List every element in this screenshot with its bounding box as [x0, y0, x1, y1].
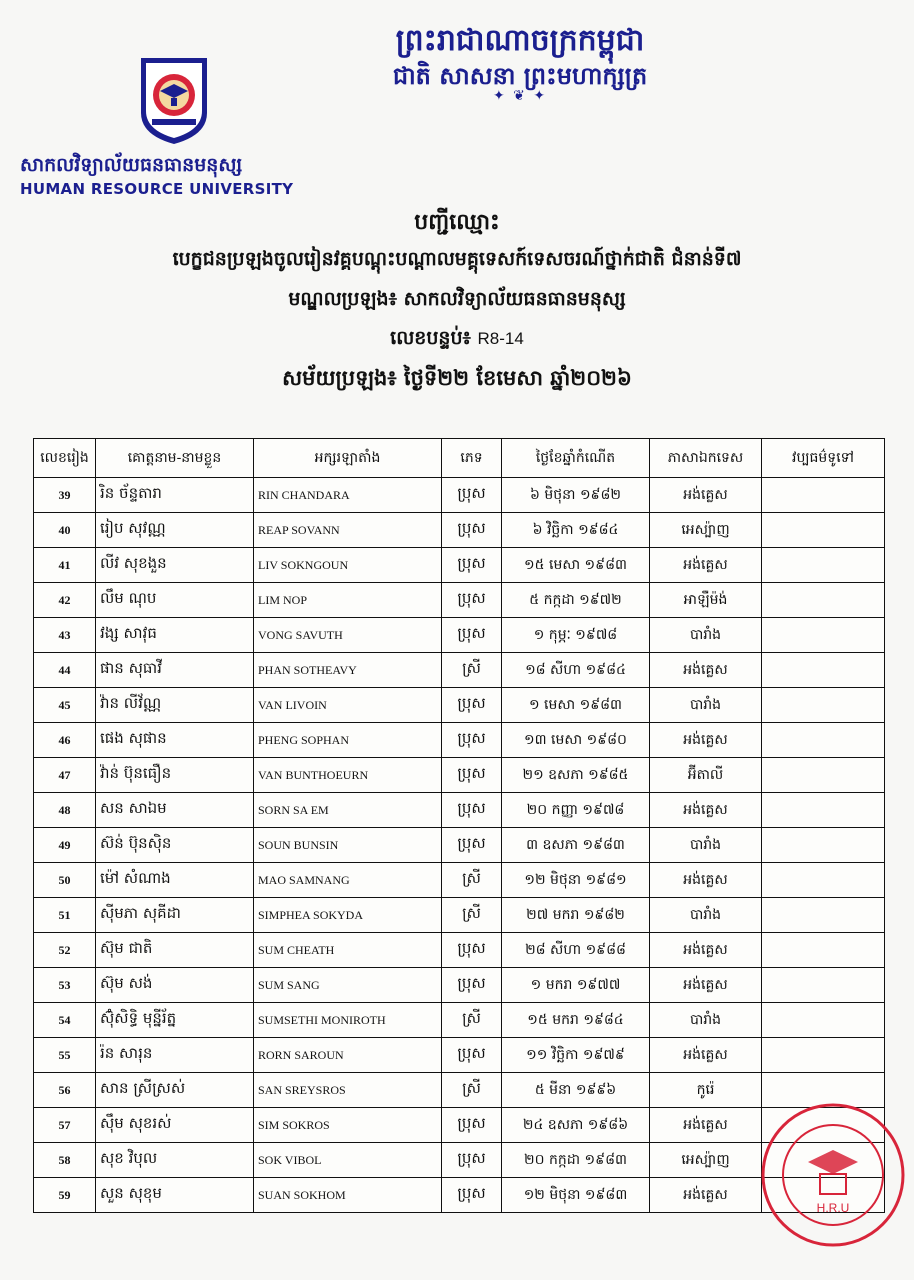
- header-latin-name: អក្សរឡាតាំង: [254, 439, 442, 478]
- table-row: [34, 1073, 885, 1108]
- cell-latin-name: SIM SOKROS: [254, 1108, 442, 1143]
- cell-khmer-name: ស៊ុម ជាតិ: [96, 933, 254, 968]
- cell-latin-name: VAN LIVOIN: [254, 688, 442, 723]
- document-titles: [0, 205, 914, 398]
- cell-dob: ៦ វិច្ឆិកា ១៩៨៤: [502, 513, 650, 548]
- cell-no: 45: [34, 688, 96, 723]
- candidate-table: [33, 438, 885, 1213]
- cell-latin-name: RORN SAROUN: [254, 1038, 442, 1073]
- cell-language: អង់គ្លេស: [650, 478, 762, 513]
- cell-dob: ១៣ មេសា ១៩៨០: [502, 723, 650, 758]
- cell-note: [762, 723, 885, 758]
- cell-sex: ប្រុស: [442, 1108, 502, 1143]
- cell-dob: ៥ មីនា ១៩៩៦: [502, 1073, 650, 1108]
- table-row: [34, 1038, 885, 1073]
- cell-khmer-name: សន សាឯម: [96, 793, 254, 828]
- cell-note: [762, 688, 885, 723]
- cell-sex: ប្រុស: [442, 1178, 502, 1213]
- cell-no: 48: [34, 793, 96, 828]
- table-row: [34, 653, 885, 688]
- cell-language: អ៊ីតាលី: [650, 758, 762, 793]
- cell-dob: ២៧ មករា ១៩៨២: [502, 898, 650, 933]
- cell-khmer-name: សុខ វិបុល: [96, 1143, 254, 1178]
- cell-dob: ១ មេសា ១៩៨៣: [502, 688, 650, 723]
- cell-sex: ប្រុស: [442, 1143, 502, 1178]
- cell-note: [762, 478, 885, 513]
- cell-dob: ៦ មិថុនា ១៩៨២: [502, 478, 650, 513]
- cell-no: 42: [34, 583, 96, 618]
- cell-language: បារាំង: [650, 828, 762, 863]
- kingdom-title: ព្រះរាជាណាចក្រកម្ពុជា: [395, 23, 645, 58]
- cell-khmer-name: វ៉ាន់ ប៊ុនធឿន: [96, 758, 254, 793]
- cell-language: អង់គ្លេស: [650, 1038, 762, 1073]
- cell-latin-name: PHAN SOTHEAVY: [254, 653, 442, 688]
- cell-note: [762, 828, 885, 863]
- cell-language: អង់គ្លេស: [650, 933, 762, 968]
- list-subtitle: បេក្ខជនប្រឡងចូលរៀនវគ្គបណ្តុះបណ្តាលមគ្គុទេសក៍ទេសចរណ៍ថ្នាក់ជាតិ ជំនាន់ទី៧: [172, 248, 742, 270]
- cell-sex: ប្រុស: [442, 968, 502, 1003]
- cell-note: [762, 548, 885, 583]
- cell-latin-name: SAN SREYSROS: [254, 1073, 442, 1108]
- university-logo-icon: [138, 55, 210, 147]
- table-row: [34, 968, 885, 1003]
- cell-language: អង់គ្លេស: [650, 863, 762, 898]
- exam-date: សម័យប្រឡង៖ ថ្ងៃទី២២ ខែមេសា ឆ្នាំ២០២៦: [282, 365, 632, 390]
- cell-language: បារាំង: [650, 618, 762, 653]
- cell-note: [762, 863, 885, 898]
- table-row: [34, 933, 885, 968]
- cell-khmer-name: លឹម ណុប: [96, 583, 254, 618]
- header-language: ភាសាឯកទេស: [650, 439, 762, 478]
- cell-dob: ២១ ឧសភា ១៩៨៥: [502, 758, 650, 793]
- cell-sex: ប្រុស: [442, 548, 502, 583]
- cell-language: អង់គ្លេស: [650, 968, 762, 1003]
- table-row: [34, 583, 885, 618]
- cell-no: 43: [34, 618, 96, 653]
- cell-no: 58: [34, 1143, 96, 1178]
- university-name-khmer: សាកលវិទ្យាល័យធនធានមនុស្ស: [20, 154, 243, 176]
- cell-latin-name: MAO SAMNANG: [254, 863, 442, 898]
- cell-note: [762, 1003, 885, 1038]
- seal-text: H.R.U: [816, 1201, 850, 1215]
- cell-sex: ស្រី: [442, 1073, 502, 1108]
- cell-note: [762, 583, 885, 618]
- cell-no: 47: [34, 758, 96, 793]
- cell-latin-name: PHENG SOPHAN: [254, 723, 442, 758]
- cell-sex: ប្រុស: [442, 828, 502, 863]
- cell-sex: ស្រី: [442, 898, 502, 933]
- cell-khmer-name: ស៊ុំសិទ្ធិ មុន្នីរ័ត្ន: [96, 1003, 254, 1038]
- cell-dob: ៥ កក្កដា ១៩៧២: [502, 583, 650, 618]
- cell-dob: ១៥ មេសា ១៩៨៣: [502, 548, 650, 583]
- cell-note: [762, 968, 885, 1003]
- cell-sex: ស្រី: [442, 653, 502, 688]
- room-line: [0, 319, 914, 358]
- cell-latin-name: SORN SA EM: [254, 793, 442, 828]
- cell-khmer-name: វ៉ាន លីវ័ណ្ណ: [96, 688, 254, 723]
- table-row: [34, 688, 885, 723]
- cell-language: បារាំង: [650, 1003, 762, 1038]
- table-row: [34, 1143, 885, 1178]
- cell-no: 40: [34, 513, 96, 548]
- cell-no: 44: [34, 653, 96, 688]
- table-row: [34, 618, 885, 653]
- cell-latin-name: SOK VIBOL: [254, 1143, 442, 1178]
- cell-khmer-name: រ៉ន សារុន: [96, 1038, 254, 1073]
- cell-no: 57: [34, 1108, 96, 1143]
- cell-sex: ប្រុស: [442, 688, 502, 723]
- cell-note: [762, 653, 885, 688]
- table-row: [34, 828, 885, 863]
- header-note: វប្បធម៌ទូទៅ: [762, 439, 885, 478]
- cell-latin-name: VAN BUNTHOEURN: [254, 758, 442, 793]
- cell-note: [762, 758, 885, 793]
- cell-dob: ៣ ឧសភា ១៩៨៣: [502, 828, 650, 863]
- table-row: [34, 478, 885, 513]
- cell-no: 52: [34, 933, 96, 968]
- cell-language: កូរ៉េ: [650, 1073, 762, 1108]
- cell-latin-name: VONG SAVUTH: [254, 618, 442, 653]
- cell-no: 54: [34, 1003, 96, 1038]
- cell-khmer-name: សួន សុខុម: [96, 1178, 254, 1213]
- table-row: [34, 758, 885, 793]
- cell-sex: ប្រុស: [442, 583, 502, 618]
- cell-khmer-name: រិន ច័ន្ទតារា: [96, 478, 254, 513]
- header-sex: ភេទ: [442, 439, 502, 478]
- cell-note: [762, 513, 885, 548]
- header-dob: ថ្ងៃខែឆ្នាំកំណើត: [502, 439, 650, 478]
- cell-language: អង់គ្លេស: [650, 723, 762, 758]
- cell-dob: ២០ កក្កដា ១៩៨៣: [502, 1143, 650, 1178]
- cell-sex: ប្រុស: [442, 758, 502, 793]
- cell-dob: ១៥ មករា ១៩៨៤: [502, 1003, 650, 1038]
- table-row: [34, 898, 885, 933]
- cell-no: 41: [34, 548, 96, 583]
- cell-sex: ប្រុស: [442, 513, 502, 548]
- cell-khmer-name: ផាន សុធាវី: [96, 653, 254, 688]
- cell-khmer-name: រៀប សុវណ្ណ: [96, 513, 254, 548]
- cell-sex: ប្រុស: [442, 723, 502, 758]
- table-row: [34, 793, 885, 828]
- table-row: [34, 863, 885, 898]
- room-code: R8-14: [477, 329, 524, 348]
- cell-latin-name: SUMSETHI MONIROTH: [254, 1003, 442, 1038]
- list-title: បញ្ជីឈ្មោះ: [414, 209, 500, 235]
- cell-dob: ១២ មិថុនា ១៩៨១: [502, 863, 650, 898]
- table-header-row: [34, 439, 885, 478]
- official-seal-icon: [758, 1100, 908, 1250]
- table-row: [34, 723, 885, 758]
- cell-language: អង់គ្លេស: [650, 1108, 762, 1143]
- table-row: [34, 1178, 885, 1213]
- cell-no: 56: [34, 1073, 96, 1108]
- table-row: [34, 548, 885, 583]
- cell-dob: ១១ វិច្ឆិកា ១៩៧៩: [502, 1038, 650, 1073]
- cell-sex: ប្រុស: [442, 1038, 502, 1073]
- cell-khmer-name: សាន ស្រីស្រស់: [96, 1073, 254, 1108]
- cell-dob: ១ កុម្ភៈ ១៩៧៨: [502, 618, 650, 653]
- cell-note: [762, 793, 885, 828]
- cell-note: [762, 1038, 885, 1073]
- cell-khmer-name: ស៊ន់ ប៊ុនស៊ិន: [96, 828, 254, 863]
- cell-language: អង់គ្លេស: [650, 653, 762, 688]
- cell-dob: ១ មករា ១៩៧៧: [502, 968, 650, 1003]
- exam-center: មណ្ឌលប្រឡង៖ សាកលវិទ្យាល័យធនធានមនុស្ស: [288, 288, 626, 310]
- table-row: [34, 513, 885, 548]
- university-name-english: HUMAN RESOURCE UNIVERSITY: [20, 180, 294, 198]
- cell-language: អង់គ្លេស: [650, 793, 762, 828]
- cell-sex: ប្រុស: [442, 793, 502, 828]
- cell-dob: ២៤ ឧសភា ១៩៨៦: [502, 1108, 650, 1143]
- cell-sex: ស្រី: [442, 1003, 502, 1038]
- cell-sex: ប្រុស: [442, 933, 502, 968]
- cell-no: 39: [34, 478, 96, 513]
- kingdom-motto: ជាតិ សាសនា ព្រះមហាក្សត្រ: [392, 61, 648, 90]
- cell-latin-name: SOUN BUNSIN: [254, 828, 442, 863]
- cell-latin-name: SUAN SOKHOM: [254, 1178, 442, 1213]
- cell-language: អង់គ្លេស: [650, 548, 762, 583]
- cell-dob: ១៨ សីហា ១៩៨៤: [502, 653, 650, 688]
- cell-khmer-name: ស៊ឹម សុខរស់: [96, 1108, 254, 1143]
- cell-latin-name: SUM CHEATH: [254, 933, 442, 968]
- cell-latin-name: LIM NOP: [254, 583, 442, 618]
- cell-no: 46: [34, 723, 96, 758]
- cell-dob: ២៨ សីហា ១៩៨៨: [502, 933, 650, 968]
- cell-khmer-name: ស៊ីមភា សុគីដា: [96, 898, 254, 933]
- cell-sex: ស្រី: [442, 863, 502, 898]
- cell-no: 50: [34, 863, 96, 898]
- cell-note: [762, 933, 885, 968]
- cell-latin-name: REAP SOVANN: [254, 513, 442, 548]
- cell-khmer-name: វង្ស សាវុធ: [96, 618, 254, 653]
- cell-dob: ២០ កញ្ញា ១៩៧៨: [502, 793, 650, 828]
- cell-khmer-name: លីវ សុខងួន: [96, 548, 254, 583]
- cell-latin-name: RIN CHANDARA: [254, 478, 442, 513]
- cell-note: [762, 898, 885, 933]
- ornament-divider-icon: ✦ ❦ ✦: [492, 88, 548, 104]
- cell-no: 59: [34, 1178, 96, 1213]
- cell-khmer-name: ផេង សុផាន: [96, 723, 254, 758]
- cell-no: 55: [34, 1038, 96, 1073]
- room-label: លេខបន្ទប់៖: [390, 327, 471, 349]
- cell-language: បារាំង: [650, 688, 762, 723]
- cell-note: [762, 618, 885, 653]
- table-row: [34, 1108, 885, 1143]
- cell-sex: ប្រុស: [442, 618, 502, 653]
- cell-khmer-name: ម៉ៅ សំណាង: [96, 863, 254, 898]
- header-khmer-name: គោត្តនាម-នាមខ្លួន: [96, 439, 254, 478]
- cell-language: អាឡឺម៉ង់: [650, 583, 762, 618]
- cell-sex: ប្រុស: [442, 478, 502, 513]
- cell-latin-name: SUM SANG: [254, 968, 442, 1003]
- cell-language: បារាំង: [650, 898, 762, 933]
- cell-language: អង់គ្លេស: [650, 1178, 762, 1213]
- kingdom-header: [340, 22, 700, 104]
- table-body: [34, 478, 885, 1213]
- cell-no: 49: [34, 828, 96, 863]
- cell-latin-name: SIMPHEA SOKYDA: [254, 898, 442, 933]
- cell-language: អេស្ប៉ាញ: [650, 513, 762, 548]
- table-row: [34, 1003, 885, 1038]
- cell-language: អេស្ប៉ាញ: [650, 1143, 762, 1178]
- header-no: លេខរៀង: [34, 439, 96, 478]
- cell-no: 53: [34, 968, 96, 1003]
- cell-khmer-name: ស៊ុម សង់: [96, 968, 254, 1003]
- cell-dob: ១២ មិថុនា ១៩៨៣: [502, 1178, 650, 1213]
- cell-latin-name: LIV SOKNGOUN: [254, 548, 442, 583]
- cell-no: 51: [34, 898, 96, 933]
